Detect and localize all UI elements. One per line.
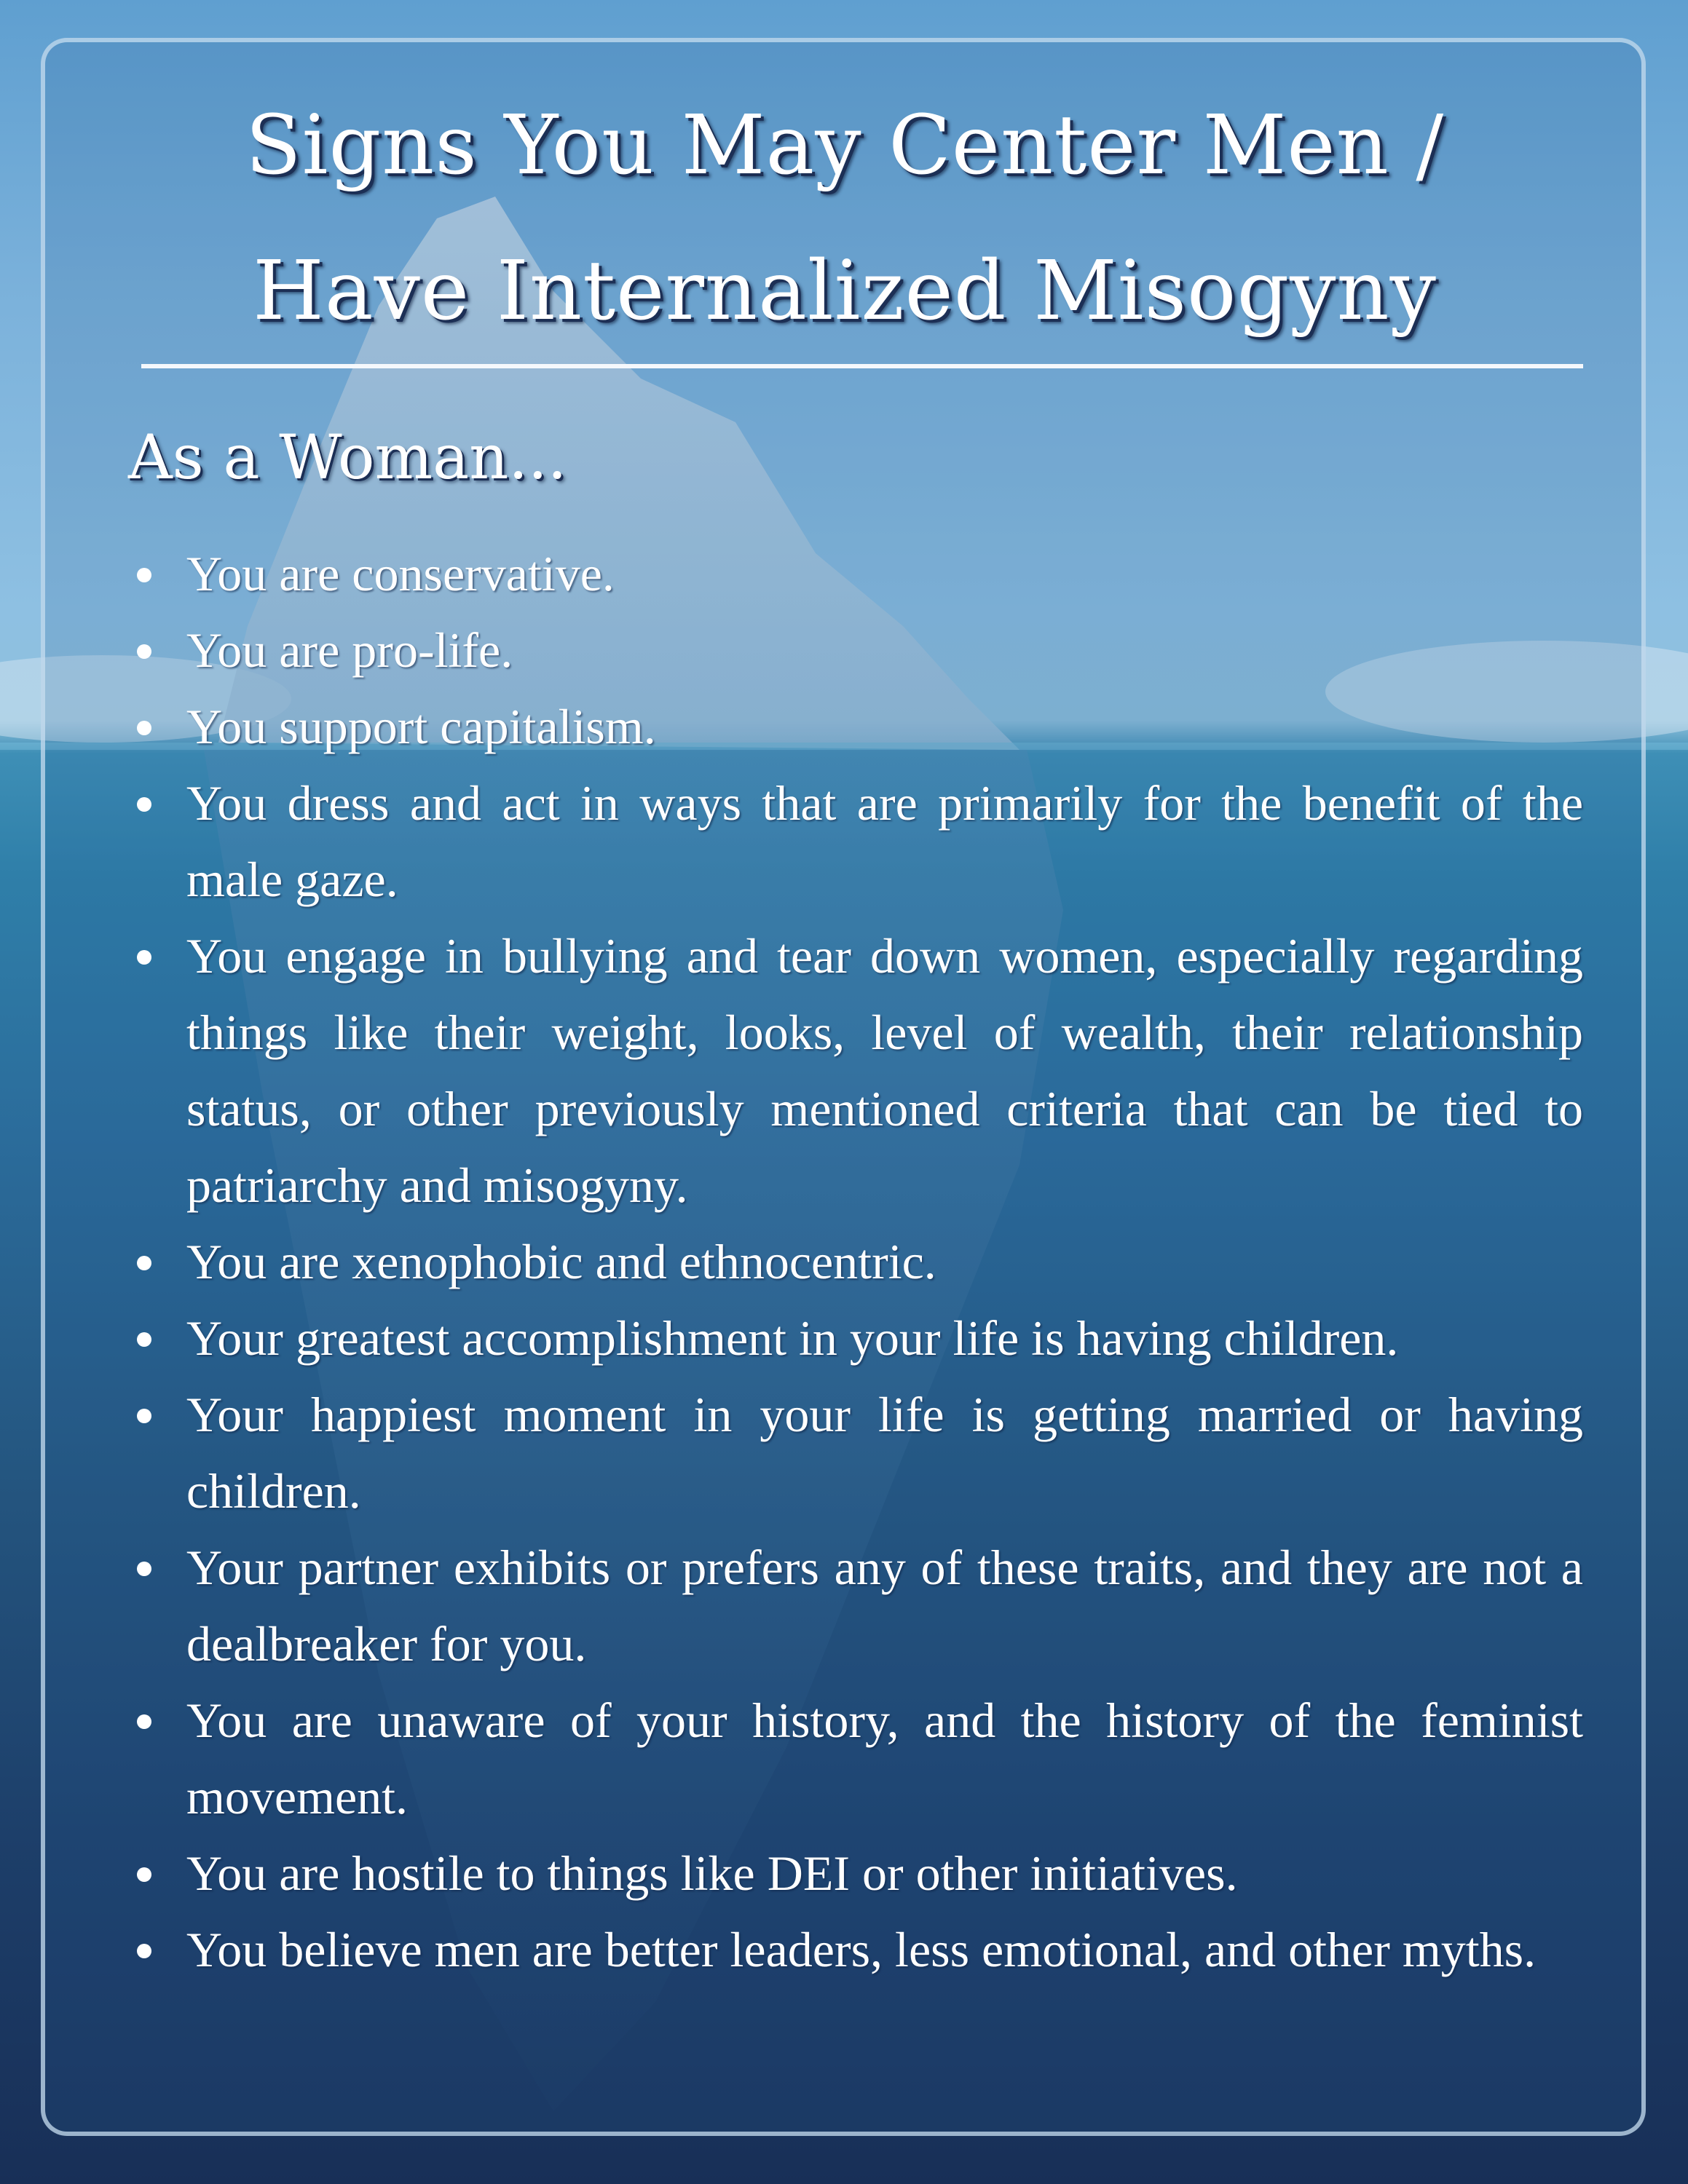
section-subtitle: As a Woman... xyxy=(128,422,567,493)
list-item: You are xenophobic and ethnocentric. xyxy=(128,1224,1583,1300)
title-divider xyxy=(141,364,1583,368)
list-item: Your happiest moment in your life is getting married or having children. xyxy=(128,1377,1583,1530)
list-item: You believe men are better leaders, less emotional, and other myths. xyxy=(128,1912,1583,1988)
signs-list xyxy=(128,536,1583,1988)
list-item: You are conservative. xyxy=(128,536,1583,612)
list-item: You are hostile to things like DEI or other initiatives. xyxy=(128,1835,1583,1912)
list-item: You are pro-life. xyxy=(128,612,1583,689)
list-item: You are unaware of your history, and the history of the feminist movement. xyxy=(128,1682,1583,1835)
list-item: Your greatest accomplishment in your life is having children. xyxy=(128,1300,1583,1377)
title-line-1: Signs You May Center Men / xyxy=(245,98,1445,193)
list-item: Your partner exhibits or prefers any of these traits, and they are not a dealbreaker for you. xyxy=(128,1530,1583,1682)
page-title xyxy=(117,73,1573,364)
list-item: You dress and act in ways that are primarily for the benefit of the male gaze. xyxy=(128,765,1583,918)
list-item: You engage in bullying and tear down women, especially regarding things like their weight, looks, level of wealth, their relationship status, or other previously mentioned criteria that can be tied to patriarchy and misogyny. xyxy=(128,918,1583,1224)
title-line-2: Have Internalized Misogyny xyxy=(253,244,1437,339)
list-item: You support capitalism. xyxy=(128,689,1583,765)
